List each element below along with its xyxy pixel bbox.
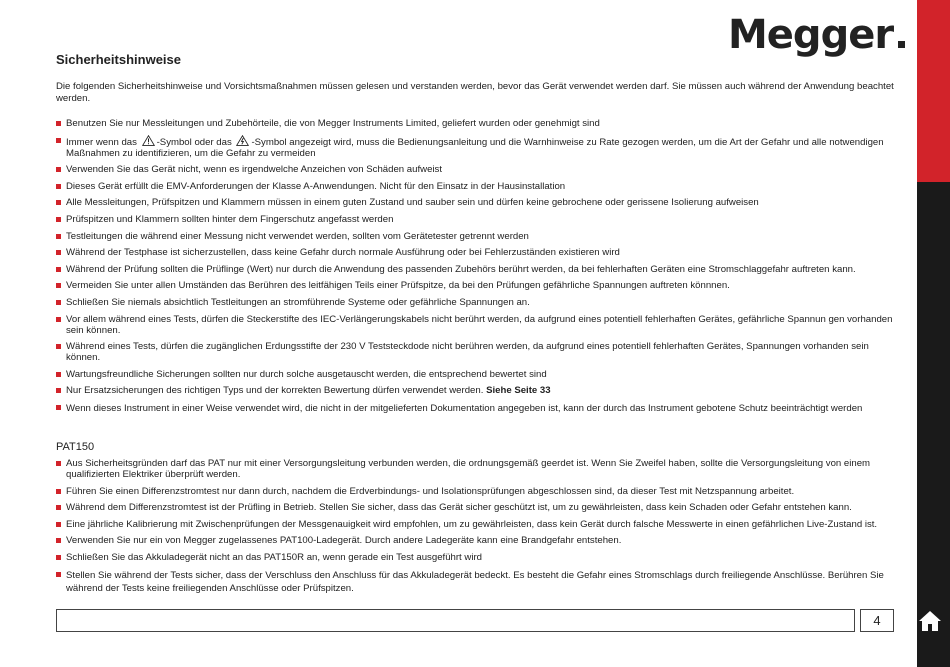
item-text: Aus Sicherheitsgründen darf das PAT nur mit einer Versorgungsleitung verbunden werden, die ordnungsgemäß geerdet ist. Wenn Sie Zweifel haben, sollte die Versorgungsleitung von einem qualifizierten Elektriker überprüft werden. [66, 458, 871, 480]
bullet [56, 372, 61, 377]
item-text: Führen Sie einen Differenzstromtest nur dann durch, nachdem die Erdverbindungs- und Isolationsprüfungen abgeschlossen sind, da dieser Test mit Netzspannung arbeitet. [66, 485, 795, 497]
list-item [56, 164, 896, 175]
list-item [56, 280, 896, 291]
list-item [56, 197, 896, 208]
bullet [56, 405, 61, 410]
registered-mark [898, 41, 905, 48]
logo-text: Megger [728, 12, 894, 58]
warning-triangle-icon [142, 135, 155, 146]
bullet [56, 461, 61, 466]
bullet [56, 283, 61, 288]
page-title: Sicherheitshinweise [56, 52, 181, 67]
bullet [56, 317, 61, 322]
bullet [56, 344, 61, 349]
page-number: 4 [860, 609, 894, 632]
list-item [56, 402, 896, 416]
bullet [56, 234, 61, 239]
item-text: Benutzen Sie nur Messleitungen und Zubehörteile, die von Megger Instruments Limited, geliefert wurden oder genehmigt sind [66, 118, 600, 129]
list-item [56, 118, 896, 129]
item-text: Verwenden Sie nur ein von Megger zugelassenes PAT100-Ladegerät. Durch andere Ladegeräte kann eine Brandgefahr entstehen. [66, 535, 622, 547]
item-text: Wenn dieses Instrument in einer Weise verwendet wird, die nicht in der mitgelieferten Dokumentation angegeben ist, kann der durch das Instrument gebotene Schutz beeinträchtigt werden [66, 402, 863, 414]
bullet [56, 200, 61, 205]
item-text-part3: -Symbol angezeigt wird, muss die Bedienungsanleitung und die Warnhinweise zu Rate gezogen werden, um die Art der Gefahr und alle notwendigen Maßnahmen zu identifizieren, um die Gefahr zu vermeiden [66, 136, 884, 159]
item-text-part1: Immer wenn das [66, 136, 137, 148]
item-text: Alle Messleitungen, Prüfspitzen und Klammern müssen in einem guten Zustand und sauber sein und dürfen keine gebrochene oder gerissene Isolierung aufweisen [66, 197, 759, 209]
bullet [56, 250, 61, 255]
list-item-symbols [56, 135, 896, 159]
sidebar-dark-band [917, 182, 950, 667]
list-item [56, 181, 896, 192]
list-item [56, 231, 896, 242]
list-item [56, 486, 896, 497]
shock-hazard-icon [236, 135, 249, 146]
pat150-list [56, 458, 896, 600]
intro-paragraph: Die folgenden Sicherheitshinweise und Vorsichtsmaßnahmen müssen gelesen und verstanden werden, bevor das Gerät verwendet werden darf. Sie müssen auch während der Anwendung beachtet werden. [56, 81, 894, 104]
item-text: Vermeiden Sie unter allen Umständen das Berühren des leitfähigen Teils einer Prüfspitze, da bei den Prüfungen gefährliche Spannungen auftreten könnnen. [66, 280, 730, 292]
sidebar-accent-band [917, 0, 950, 182]
list-item-fuses [56, 385, 896, 396]
safety-list [56, 118, 896, 422]
list-item [56, 314, 896, 336]
page-reference-link[interactable]: Siehe Seite 33 [486, 385, 551, 397]
item-text: Während der Testphase ist sicherzustellen, dass keine Gefahr durch normale Ausführung oder bei Fehlerzuständen existieren wird [66, 247, 620, 259]
list-item [56, 247, 896, 258]
list-item [56, 458, 896, 480]
list-item [56, 535, 896, 546]
item-text: Testleitungen die während einer Messung nicht verwendet werden, sollten vom Gerätetester getrennt werden [66, 230, 529, 242]
item-text: Nur Ersatzsicherungen des richtigen Typs und der korrekten Bewertung dürfen verwendet werden. [66, 385, 484, 397]
section-subtitle: PAT150 [56, 441, 95, 453]
bullet [56, 538, 61, 543]
list-item [56, 369, 896, 380]
list-item [56, 264, 896, 275]
list-item [56, 519, 896, 530]
bullet [56, 505, 61, 510]
item-text: Während eines Tests, dürfen die zugänglichen Erdungsstifte der 230 V Teststeckdode nicht berühren werden, da aufgrund eines potentiell fehlerhaften Gerätes, Spannungen vorhanden sein können. [66, 341, 869, 364]
bullet [56, 184, 61, 189]
home-icon[interactable] [918, 610, 942, 632]
item-text: Wartungsfreundliche Sicherungen sollten nur durch solche ausgetauscht werden, die entsprechend bewertet sind [66, 368, 547, 380]
item-text: Während dem Differenzstromtest ist der Prüfling in Betrieb. Stellen Sie sicher, dass das Gerät sicher geschützt ist, um zu gewährleisten, dass kein Schaden oder Gefahr entstehen kann. [66, 502, 852, 514]
list-item [56, 569, 896, 595]
bullet [56, 300, 61, 305]
bullet [56, 167, 61, 172]
item-text: Schließen Sie niemals absichtlich Testleitungen an stromführende Systeme oder gefährliche Spannungen an. [66, 296, 530, 308]
item-text: Eine jährliche Kalibrierung mit Zwischenprüfungen der Messgenauigkeit wird empfohlen, um zu gewährleisten, dass kein Gerät durch falsche Messwerte in einen gefährlichen Live-Zustand ist. [66, 518, 878, 530]
list-item [56, 297, 896, 308]
bullet [56, 138, 61, 143]
bullet [56, 522, 61, 527]
bullet [56, 388, 61, 393]
item-text: Schließen Sie das Akkuladegerät nicht an das PAT150R an, wenn gerade ein Test ausgeführt wird [66, 551, 482, 563]
item-text: Vor allem während eines Tests, dürfen die Steckerstifte des IEC-Verlängerungskabels nicht berührt werden, da aufgrund eines potentiell fehlerhaften Gerätes, gefährliche Spannun gen vorhanden sein können. [66, 313, 893, 336]
item-text: Prüfspitzen und Klammern sollten hinter dem Fingerschutz angefasst werden [66, 213, 394, 225]
list-item [56, 341, 896, 363]
item-text: Während der Prüfung sollten die Prüflinge (Wert) nur durch die Anwendung des passenden Zubehörs berührt werden, da bei fehlerhaften Geräten eine Stromschlaggefahr auftreten kann. [66, 263, 856, 275]
bullet [56, 555, 61, 560]
bullet [56, 217, 61, 222]
bullet [56, 121, 61, 126]
item-text: Verwenden Sie das Gerät nicht, wenn es irgendwelche Anzeichen von Schäden aufweist [66, 164, 442, 176]
footer-bar [56, 609, 855, 632]
list-item [56, 214, 896, 225]
bullet [56, 267, 61, 272]
list-item [56, 502, 896, 513]
item-text: Stellen Sie während der Tests sicher, dass der Verschluss den Anschluss für das Akkuladegerät bedeckt. Es besteht die Gefahr eines Stromschlags durch freiliegende Anschlüsse. Berühren Sie während der Tests keine freiliegenden Anschlüsse oder Prüfspitzen. [66, 569, 884, 594]
item-text-part2: -Symbol oder das [156, 136, 232, 148]
megger-logo [728, 12, 893, 58]
item-text: Dieses Gerät erfüllt die EMV-Anforderungen der Klasse A-Anwendungen. Nicht für den Einsatz in der Hausinstallation [66, 180, 566, 192]
bullet [56, 489, 61, 494]
bullet [56, 572, 61, 577]
list-item [56, 552, 896, 563]
sidebar [917, 0, 950, 667]
